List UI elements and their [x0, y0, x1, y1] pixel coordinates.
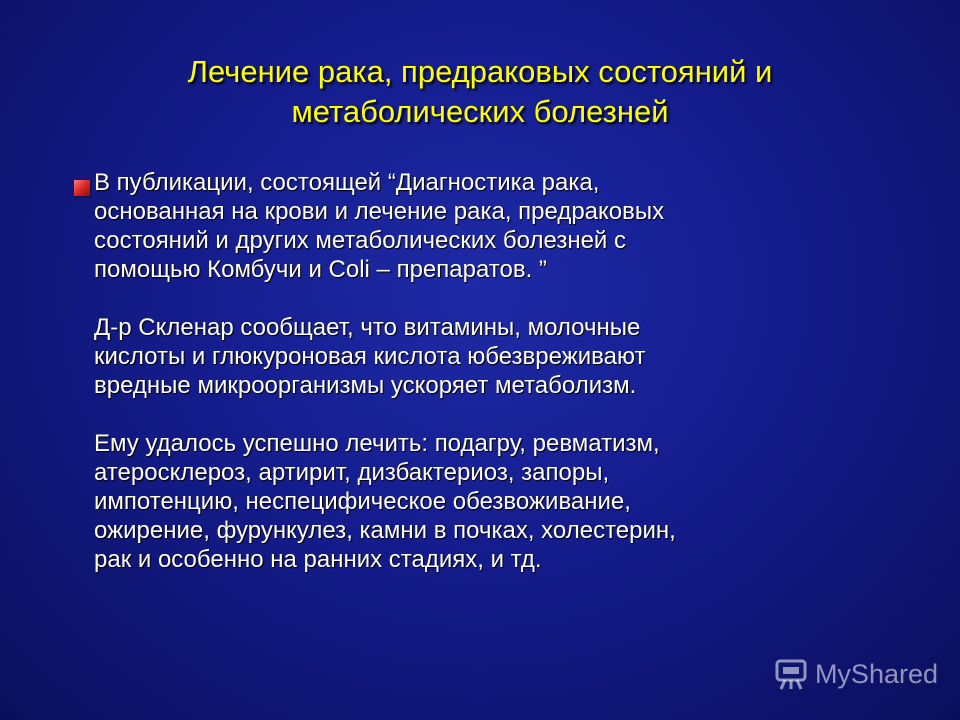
watermark — [773, 656, 938, 692]
presentation-board-icon — [773, 656, 809, 692]
text-line: Д-р Скленар сообщает, что витамины, молочные — [94, 314, 641, 341]
title-line: метаболических болезней — [291, 94, 669, 129]
text-line: вредные микроорганизмы ускоряет метаболизм. — [94, 372, 637, 399]
paragraph-vitamins — [94, 313, 894, 400]
paragraph-publication — [94, 168, 894, 284]
text-line: рак и особенно на ранних стадиях, и тд. — [94, 546, 542, 573]
text-line: кислоты и глюкуроновая кислота юбезвреживают — [94, 343, 646, 370]
slide-body — [94, 168, 894, 574]
square-bullet-icon — [74, 180, 90, 196]
text-line: ожирение, фурункулез, камни в почках, холестерин, — [94, 517, 676, 544]
text-line: состояний и других метаболических болезней с — [94, 227, 626, 254]
text-line: помощью Комбучи и Coli – препаратов. ” — [94, 256, 547, 283]
text-line: В публикации, состоящей “Диагностика рака, — [94, 169, 600, 196]
text-line: атеросклероз, артирит, дизбактериоз, запоры, — [94, 459, 610, 486]
text-line: основанная на крови и лечение рака, предраковых — [94, 198, 665, 225]
text-line: Ему удалось успешно лечить: подагру, ревматизм, — [94, 430, 660, 457]
title-line: Лечение рака, предраковых состояний и — [187, 54, 773, 89]
slide-title — [60, 52, 900, 132]
watermark-text: MyShared — [814, 658, 938, 689]
text-line: импотенцию, неспецифическое обезвоживание, — [94, 488, 631, 515]
paragraph-treated-conditions — [94, 429, 894, 574]
